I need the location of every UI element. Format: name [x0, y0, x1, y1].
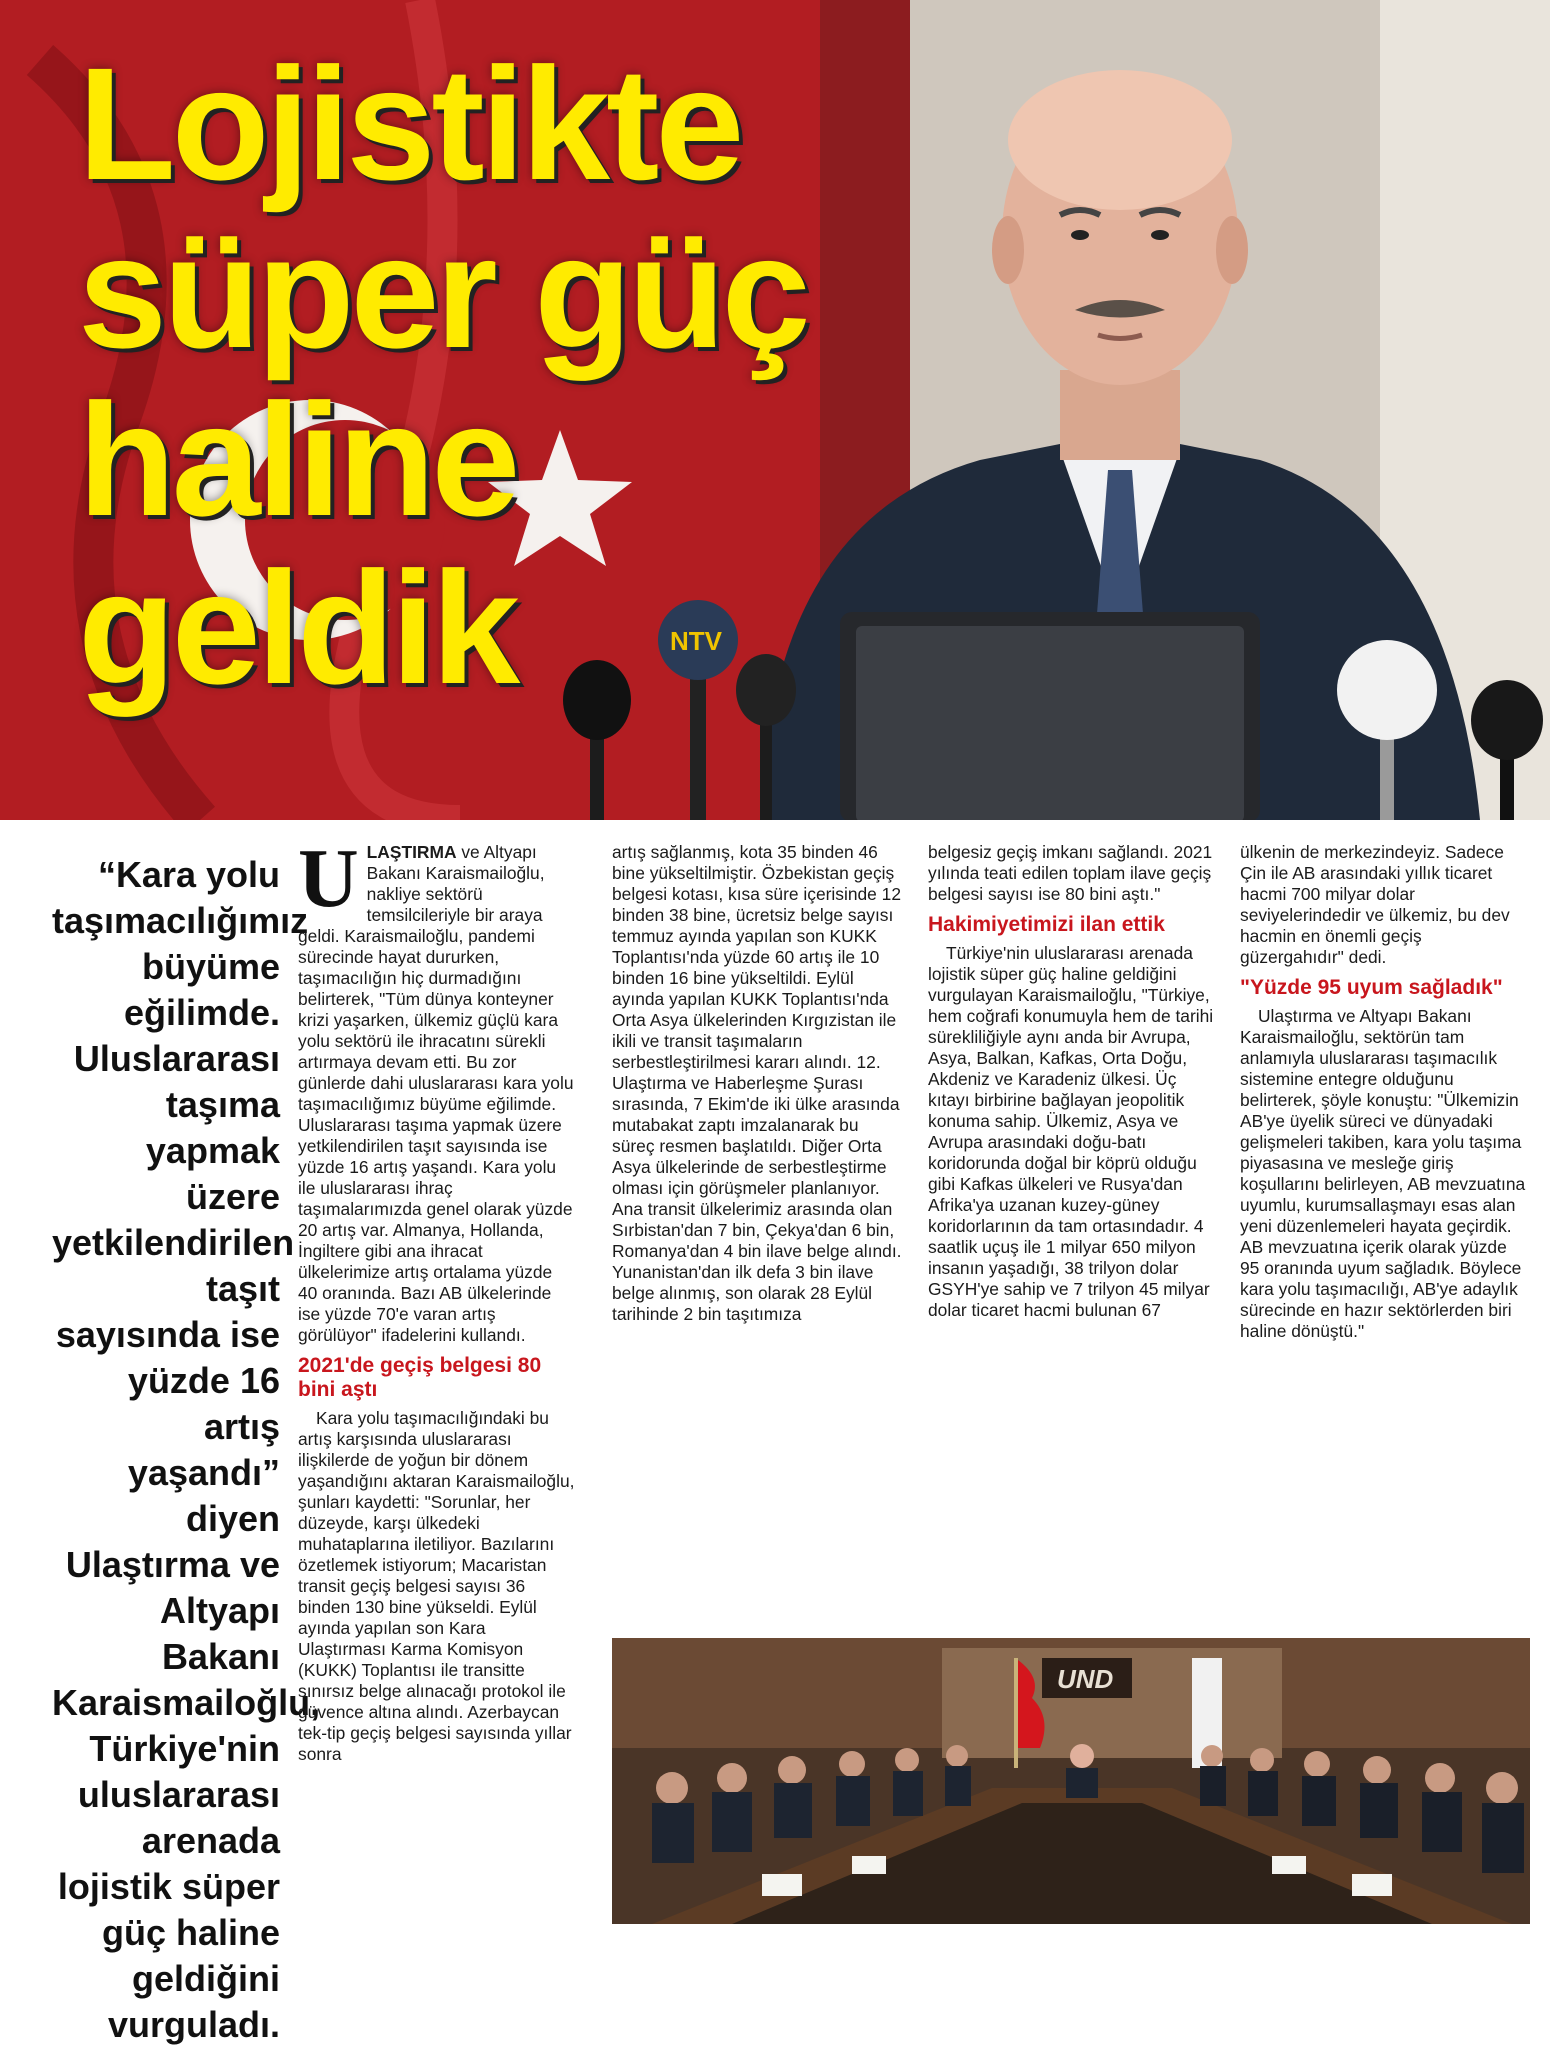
paragraph-5: Ulaştırma ve Altyapı Bakanı Karaismailoğlu, sektörün tam anlamıyla uluslararası taşımacılık sistemine entegre olduğunu belirterek, şöyle konuştu: "Ülkemizin AB'ye üyelik süreci ve dünyadaki gelişmeleri takiben, kara yolu taşıma piyasasına ve mesleğe giriş koşullarını belirleyen, AB mevzuatına uyumlu, kurumsallaşmayı esas alan yeni düzenlemeleri hayata geçirdik. AB mevzuatına içerik olarak yüzde 95 oranında uyum sağladık. Böylece kara yolu taşımacılığı, AB'ye adaylık sürecinde en hazır sektörlerden biri haline dönüştü." [1240, 1006, 1526, 1341]
article-column-5 [1240, 842, 1530, 1342]
und-sign: UND [1057, 1664, 1114, 1694]
headline-line-2: süper güç [78, 202, 807, 381]
paragraph-3: artış sağlanmış, kota 35 binden 46 bine yükseltilmiştir. Özbekistan geçiş belgesi kotası, kısa süre içerisinde 12 binden 38 bine, ücretsiz belge sayısı temmuz ayında yapılan son KUKK Toplantısı'nda yüzde 60 artış ile 10 binden 16 bine yükseltildi. Eylül ayında yapılan KUKK Toplantısı'nda Orta Asya ülkelerinden Kırgızistan ile ikili ve transit taşımaların serbestleştirilmesi kararı alındı. 12. Ulaştırma ve Haberleşme Şurası sırasında, 7 Ekim'de iki ülke arasında mutabakat zaptı imzalanarak bu süreç resmen başlatıldı. Diğer Orta Asya ülkelerinde de serbestleştirme olması için görüşmeler planlanıyor. Ana transit ülkelerimiz arasında olan Sırbistan'dan 7 bin, Çekya'dan 6 bin, Romanya'dan 4 bin ilave belge alındı. Yunanistan'dan ilk defa 3 bin ilave belge alınmış, son olarak 28 Eylül tarihinde 2 bin taşıtımıza [612, 842, 902, 1324]
hero-photo [0, 0, 1550, 820]
meeting-scene [612, 1638, 1530, 1924]
headline [78, 34, 978, 717]
lead-bold-word: LAŞTIRMA [366, 842, 457, 862]
paragraph-5-top: ülkenin de merkezindeyiz. Sadece Çin ile AB arasındaki yıllık ticaret hacmi 700 milyar dolar seviyelerindedir ve ülkemiz, bu dev hacmin en önemli geçiş güzergahıdır" dedi. [1240, 842, 1510, 967]
drop-cap: U [298, 832, 359, 925]
ntv-mic-label: NTV [670, 626, 722, 656]
subheading-gecis-belgesi: 2021'de geçiş belgesi 80 bini aştı [298, 1354, 542, 1401]
meeting-photo [612, 1638, 1530, 1924]
article-column-4 [928, 842, 1220, 1321]
pull-quote: “Kara yolu taşımacılığımız büyüme eğilimde. Uluslararası taşıma yapmak üzere yetkilendirilen taşıt sayısında ise yüzde 16 artış yaşandı” diyen Ulaştırma ve Altyapı Bakanı Karaismailoğlu, Türkiye'nin uluslararası arenada lojistik süper güç haline geldiğini vurguladı. [52, 854, 321, 2045]
article-column-3 [612, 842, 904, 1325]
headline-line-3: haline [78, 370, 517, 549]
paragraph-4: Türkiye'nin uluslararası arenada lojistik süper güç haline geldiğini vurgulayan Karaismailoğlu, "Türkiye, hem coğrafi konumuyla hem de tarihi sürekliliğiyle aynı anda bir Avrupa, Asya, Balkan, Kafkas, Orta Doğu, Akdeniz ve Karadeniz ülkesi. Üç kıtayı birbirine bağlayan jeopolitik konuma sahip. Ülkemiz, Asya ve Avrupa arasındaki doğu-batı koridorunda doğal bir köprü olduğu gibi Kafkas ülkeleri ve Rusya'dan Afrika'ya uzanan kuzey-güney koridorlarının da tam ortasındadır. 4 saatlik uçuş ile 1 milyar 650 milyon insanın yaşadığı, 38 trilyon dolar GSYH'ye sahip ve 7 trilyon 45 milyar dolar ticaret hacmi bulunan 67 [928, 943, 1214, 1320]
headline-line-4: geldik [78, 538, 517, 717]
headline-line-1: Lojistikte [78, 34, 741, 213]
paragraph-2: Kara yolu taşımacılığındaki bu artış karşısında uluslararası ilişkilerde de yoğun bir dönem yaşandığını aktaran Karaismailoğlu, şunları kaydetti: "Sorunlar, her düzeyde, karşı ülkedeki muhataplarına iletiliyor. Bazılarını özetlemek istiyorum; Macaristan transit geçiş belgesi sayısı 36 binden 130 bine yükseldi. Eylül ayında yapılan son Kara Ulaştırması Karma Komisyon (KUKK) Toplantısı ile transitte sınırsız belge alınacağı protokol ile güvence altına alındı. Azerbaycan tek-tip geçiş belgesi sayısında yıllar sonra [298, 1408, 575, 1764]
subheading-hakimiyet: Hakimiyetimizi ilan ettik [928, 913, 1165, 936]
article-column-2 [298, 832, 576, 1765]
subheading-uyum: "Yüzde 95 uyum sağladık" [1240, 976, 1503, 999]
paragraph-4-top: belgesiz geçiş imkanı sağlandı. 2021 yılında teati edilen toplam ilave geçiş belgesi sayısı ise 80 bini aştı." [928, 842, 1213, 904]
lead-paragraph: ve Altyapı Bakanı Karaismailoğlu, nakliye sektörü temsilcileriyle bir araya geldi. Karaismailoğlu, pandemi sürecinde hayat dururken, taşımacılığın hiç durmadığını belirterek, "Tüm dünya konteyner krizi yaşarken, ülkemiz güçlü kara yolu sektörü ile ihracatını sürekli artırmaya devam etti. Bu zor günlerde dahi uluslararası kara yolu taşımacılığımız büyüme eğilimde. Uluslararası taşıma yapmak üzere yetkilendirilen taşıt sayısında ise yüzde 16 artış yaşandı. Kara yolu ile uluslararası ihraç taşımalarımızda genel olarak yüzde 20 artış var. Almanya, Hollanda, İngiltere gibi ana ihracat ülkelerimize artış ortalama yüzde 40 oranında. Bazı AB ülkelerinde ise yüzde 70'e varan artış görülüyor" ifadelerini kullandı. [298, 842, 574, 1345]
